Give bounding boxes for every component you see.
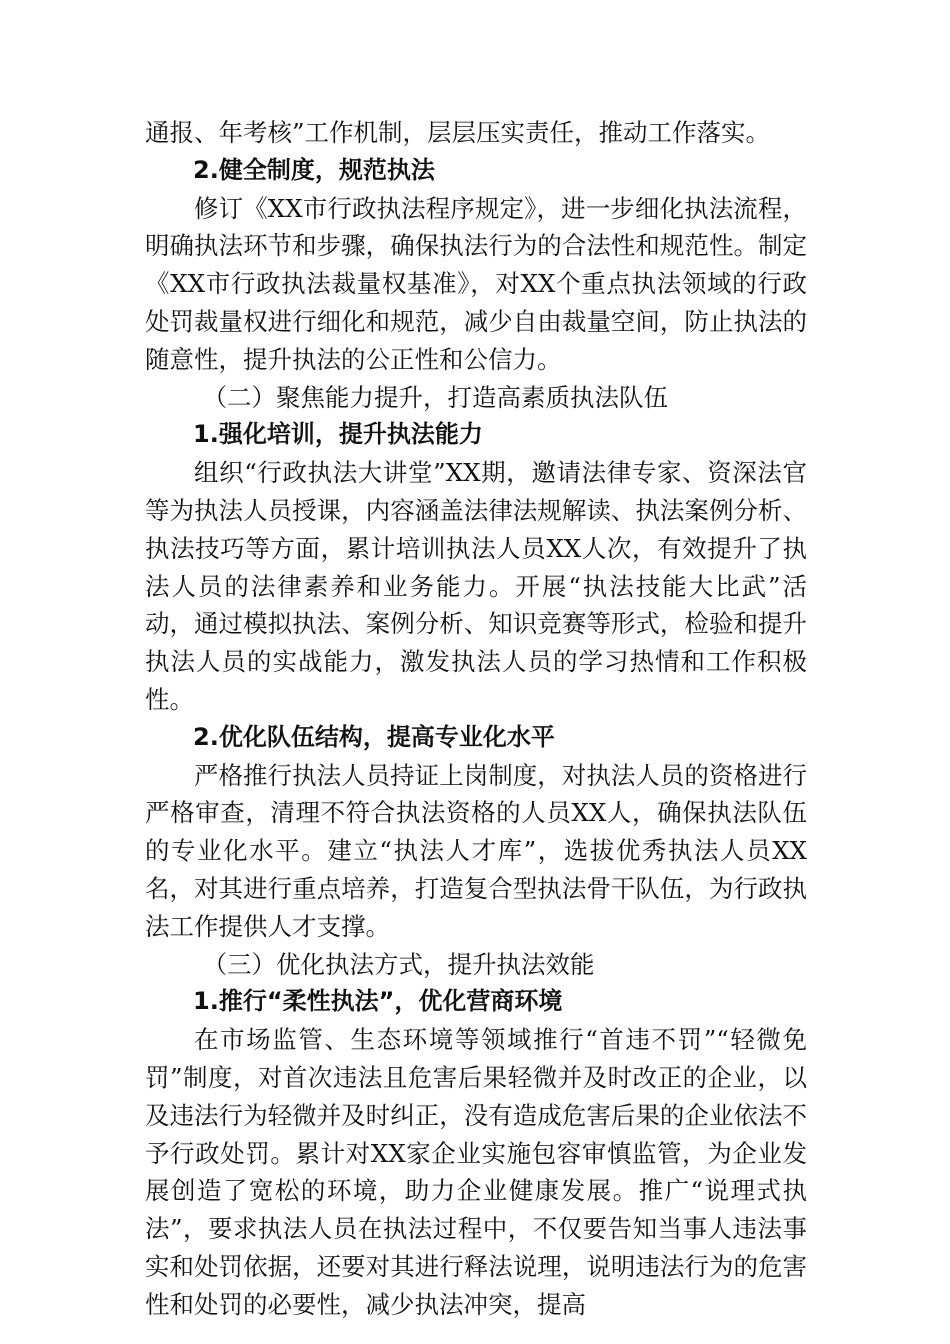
subheading-training: 1.强化培训，提升执法能力 [193,420,483,449]
section-heading-capability: （二）聚焦能力提升，打造高素质执法队伍 [202,382,669,412]
paragraph-team-structure: 严格推行执法人员持证上岗制度，对执法人员的资格进行严格审查，清理不符合执法资格的人员XX人，确保执法队伍的专业化水平。建立“执法人才库”，选拔优秀执法人员XX名，对其进行重点培养，打造复合型执法骨干队伍，为行政执法工作提供人才支撑。 [145,760,807,941]
subheading-team-structure: 2.优化队伍结构，提高专业化水平 [193,722,555,751]
document-page [145,114,807,1324]
subheading-flexible-enforcement: 1.推行“柔性执法”，优化营商环境 [193,987,563,1016]
paragraph-flexible-enforcement: 在市场监管、生态环境等领域推行“首违不罚”“轻微免罚”制度，对首次违法且危害后果轻微并及时改正的企业，以及违法行为轻微并及时纠正，没有造成危害后果的企业依法不予行政处罚。累计对XX家企业实施包容审慎监管，为企业发展创造了宽松的环境，助力企业健康发展。推广“说理式执法”，要求执法人员在执法过程中，不仅要告知当事人违法事实和处罚依据，还要对其进行释法说理，说明违法行为的危害性和处罚的必要性，减少执法冲突，提高 [145,1025,807,1319]
subheading-improve-system: 2.健全制度，规范执法 [193,155,435,184]
paragraph-training: 组织“行政执法大讲堂”XX期，邀请法律专家、资深法官等为执法人员授课，内容涵盖法律法规解读、执法案例分析、执法技巧等方面，累计培训执法人员XX人次，有效提升了执法人员的法律素养和业务能力。开展“执法技能大比武”活动，通过模拟执法、案例分析、知识竞赛等形式，检验和提升执法人员的实战能力，激发执法人员的学习热情和工作积极性。 [145,458,807,714]
paragraph-system: 修订《XX市行政执法程序规定》，进一步细化执法流程，明确执法环节和步骤，确保执法行为的合法性和规范性。制定《XX市行政执法裁量权基准》，对XX个重点执法领域的行政处罚裁量权进行细化和规范，减少自由裁量空间，防止执法的随意性，提升执法的公正性和公信力。 [145,193,807,374]
paragraph-continuation: 通报、年考核”工作机制，层层压实责任，推动工作落实。 [145,118,771,147]
section-heading-methods: （三）优化执法方式，提升执法效能 [202,949,595,979]
